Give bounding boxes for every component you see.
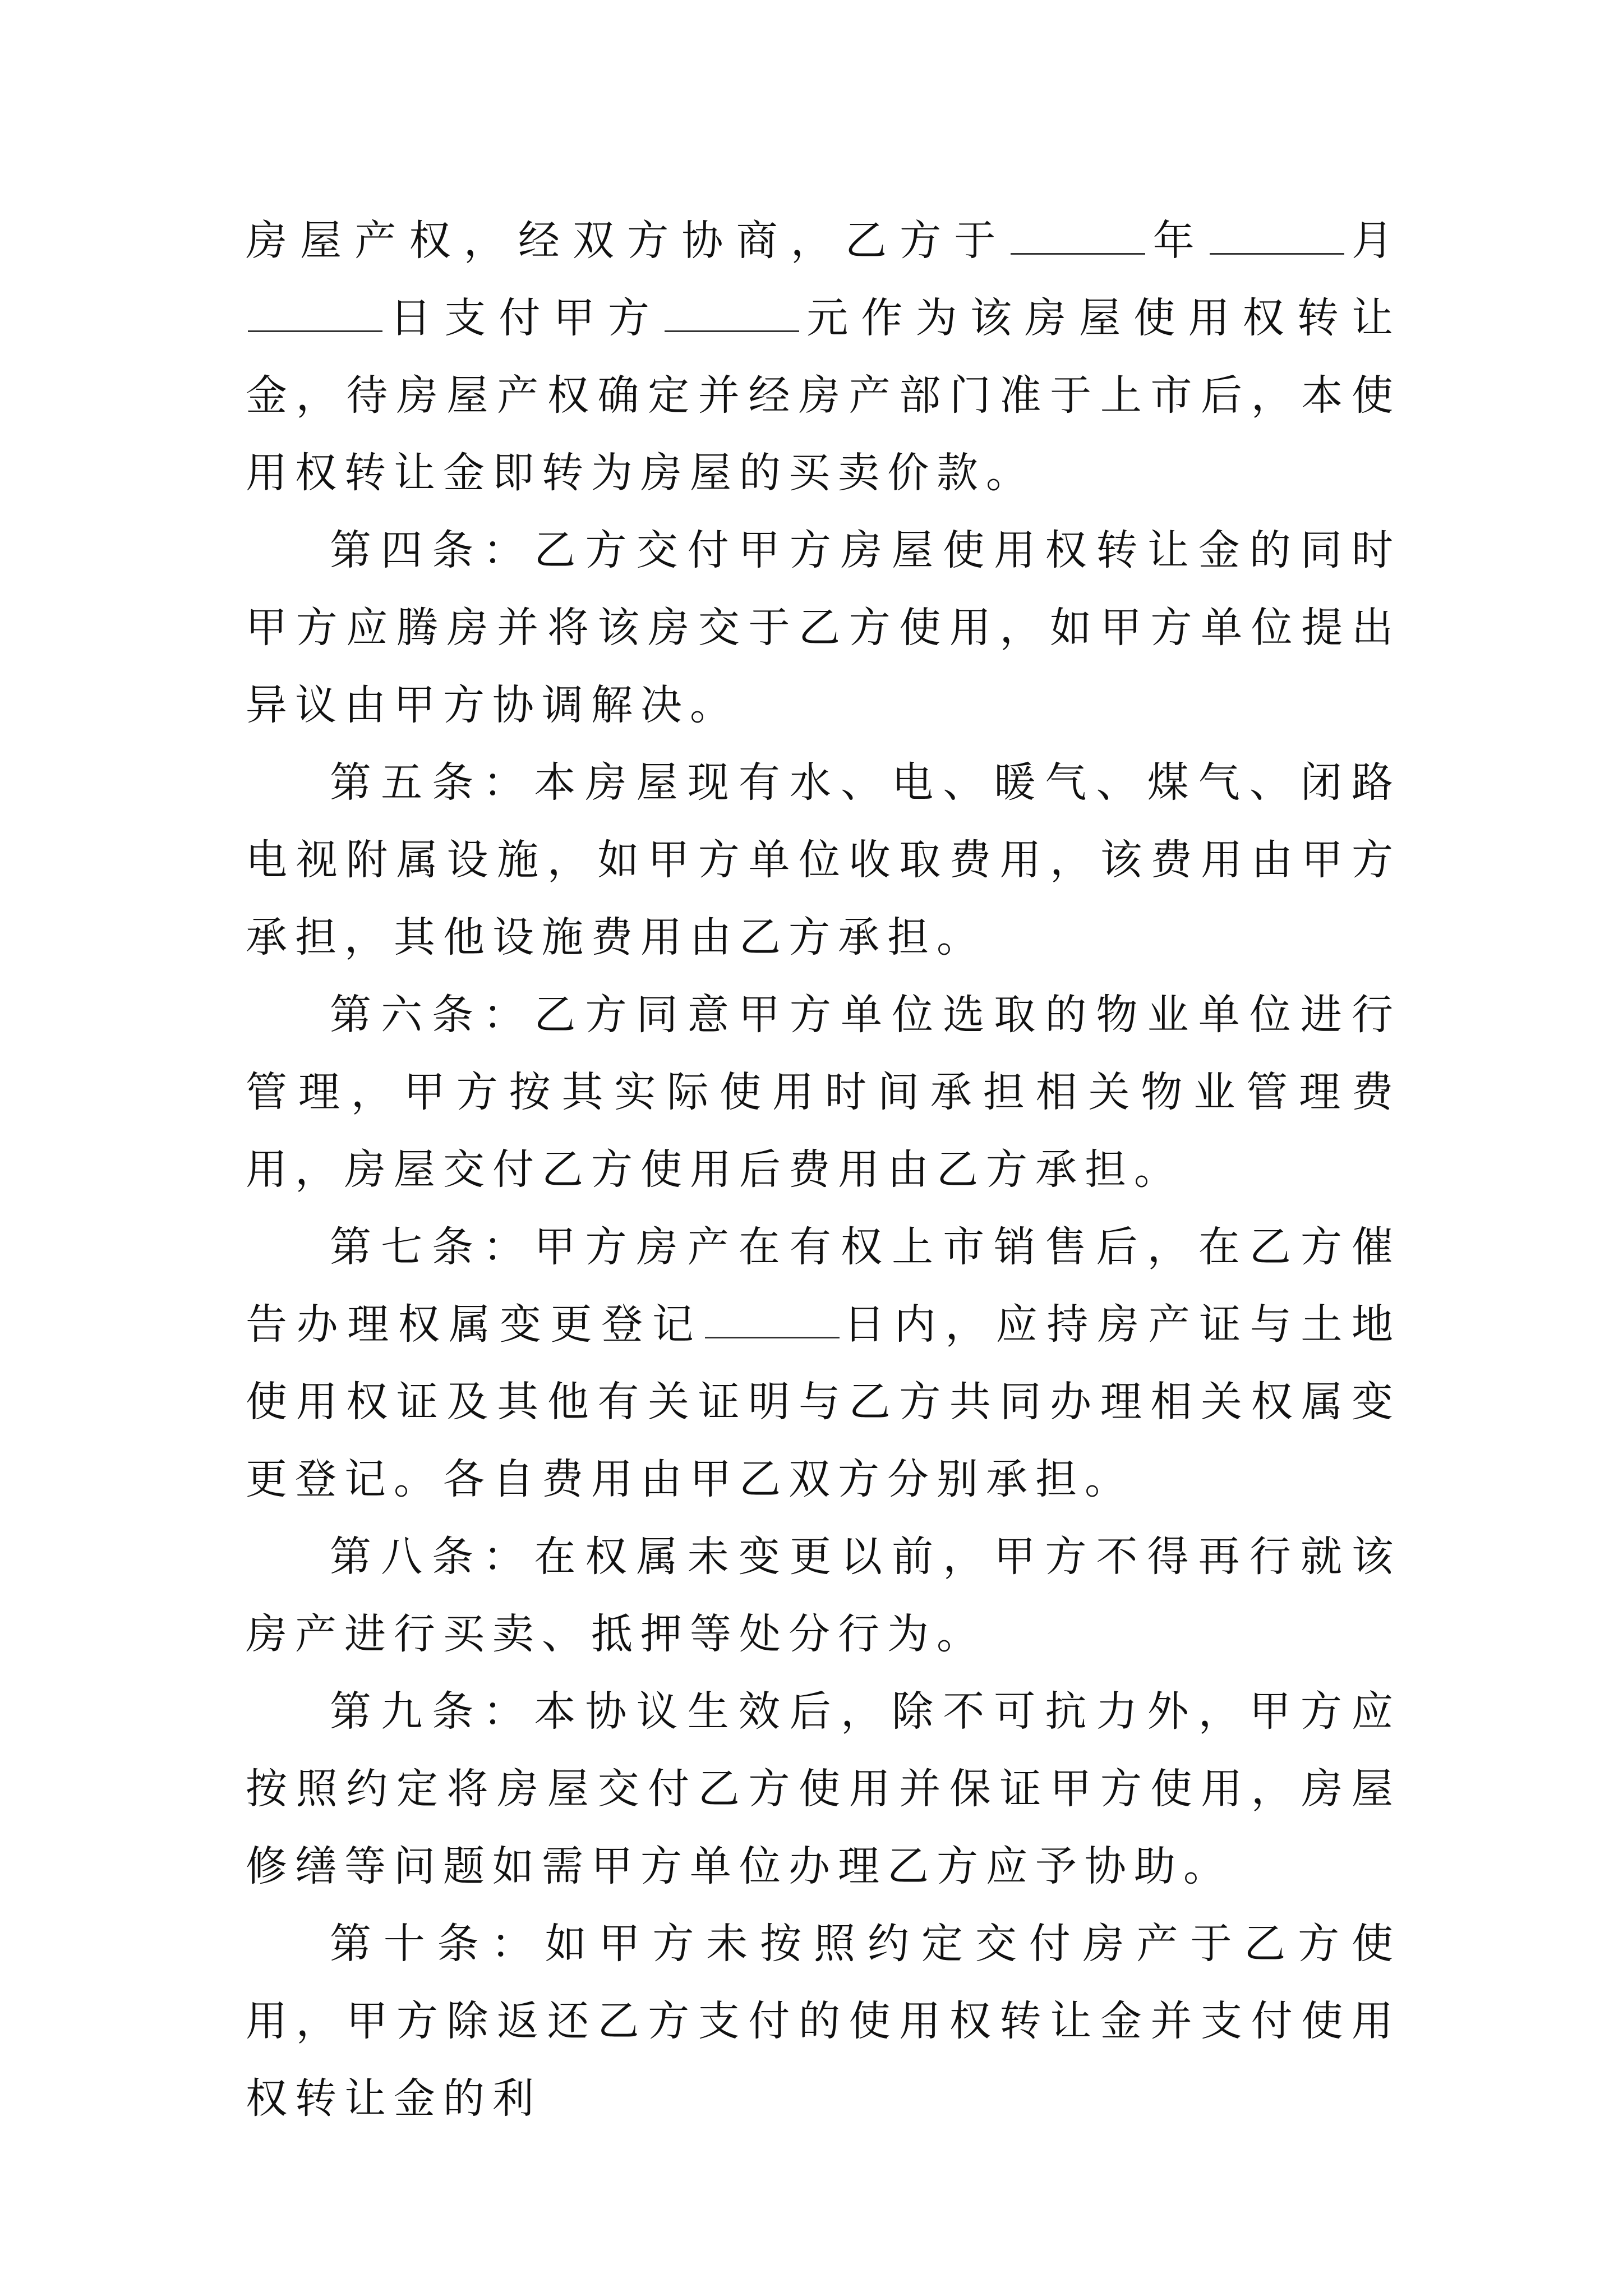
fill-in-blank xyxy=(665,297,799,332)
paragraph-text: 第九条：本协议生效后，除不可抗力外，甲方应按照约定将房屋交付乙方使用并保证甲方使用，房屋修缮等问题如需甲方单位办理乙方应予协助。 xyxy=(246,1687,1401,1890)
paragraph-text: 第八条：在权属未变更以前，甲方不得再行就该房产进行买卖、抵押等处分行为。 xyxy=(246,1533,1401,1658)
paragraph-text: 第四条：乙方交付甲方房屋使用权转让金的同时甲方应腾房并将该房交于乙方使用，如甲方单位提出异议由甲方协调解决。 xyxy=(246,526,1401,729)
paragraph-text: 年 xyxy=(1147,217,1207,265)
paragraph-text: 日支付甲方 xyxy=(385,294,663,342)
paragraph xyxy=(246,1208,1401,1518)
paragraph-text: 第十条：如甲方未按照约定交付房产于乙方使用，甲方除返还乙方支付的使用权转让金并支付使用权转让金的利 xyxy=(246,1920,1401,2123)
paragraph xyxy=(246,512,1401,744)
paragraph xyxy=(246,1518,1401,1673)
document-body xyxy=(246,202,1401,2137)
paragraph-text: 房屋产权，经双方协商，乙方于 xyxy=(246,217,1009,265)
paragraph-text: 第六条：乙方同意甲方单位选取的物业单位进行管理，甲方按其实际使用时间承担相关物业管理费用，房屋交付乙方使用后费用由乙方承担。 xyxy=(246,991,1401,1194)
paragraph-text: 第七条：甲方房产在有权上市销售后，在乙方催告办理权属变更登记 xyxy=(246,1223,1401,1349)
paragraph xyxy=(246,744,1401,976)
paragraph xyxy=(246,1673,1401,1905)
paragraph-text: 日内，应持房产证与土地使用权证及其他有关证明与乙方共同办理相关权属变更登记。各自费用由甲乙双方分别承担。 xyxy=(246,1300,1401,1503)
paragraph-text: 第五条：本房屋现有水、电、暖气、煤气、闭路电视附属设施，如甲方单位收取费用，该费用由甲方承担，其他设施费用由乙方承担。 xyxy=(246,758,1401,961)
fill-in-blank xyxy=(1011,219,1145,255)
fill-in-blank xyxy=(705,1303,840,1338)
fill-in-blank xyxy=(1210,219,1344,255)
fill-in-blank xyxy=(248,297,382,332)
paragraph xyxy=(246,976,1401,1208)
paragraph xyxy=(246,202,1401,512)
paragraph xyxy=(246,1905,1401,2137)
paragraph-text: 月 xyxy=(1346,217,1401,265)
paragraph-text: 元作为该房屋使用权转让金，待房屋产权确定并经房产部门准于上市后，本使用权转让金即转为房屋的买卖价款。 xyxy=(246,294,1401,497)
